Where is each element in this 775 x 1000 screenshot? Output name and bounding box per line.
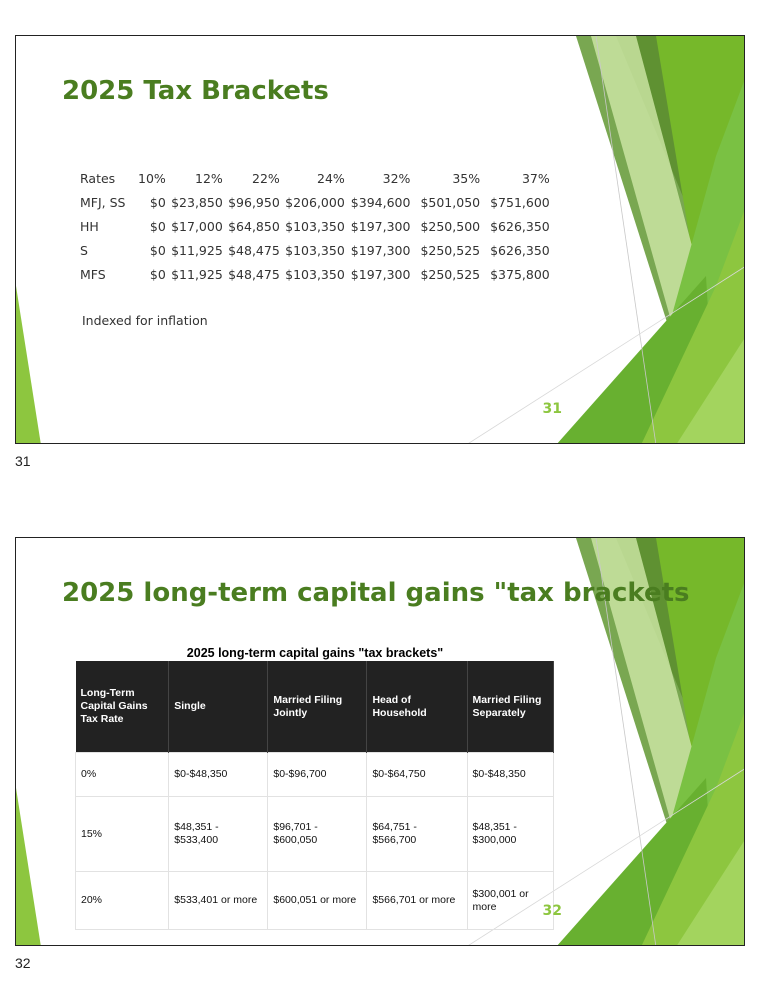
table-cell: 0% [76, 753, 169, 797]
table-cell: $0-$48,350 [467, 753, 553, 797]
table-cell: $197,300 [350, 218, 411, 234]
table-cell: $0-$96,700 [268, 753, 367, 797]
table-cell: $501,050 [420, 194, 481, 210]
table-cell: $0 [149, 218, 166, 234]
column-header: Rates [80, 170, 116, 186]
table-cell: $626,350 [490, 242, 550, 258]
table-cell: MFJ, SS [80, 194, 126, 210]
column-header: 32% [382, 170, 411, 186]
table-cell: $566,701 or more [367, 872, 467, 930]
table-cell: $103,350 [285, 218, 345, 234]
table-cell: S [80, 242, 88, 258]
slide-page-number: 31 [542, 401, 562, 417]
slide-page-number: 32 [542, 903, 562, 919]
table-cell: $375,800 [490, 266, 550, 282]
page-caption-32: 32 [15, 955, 31, 971]
header-row [80, 166, 550, 190]
column-header: Married Filing Separately [467, 661, 553, 753]
table-cell: $0-$48,350 [169, 753, 268, 797]
table-row [76, 872, 554, 930]
table-cell: $17,000 [171, 218, 223, 234]
table-cell: $197,300 [350, 242, 411, 258]
table-cell: $626,350 [490, 218, 550, 234]
table-row [80, 190, 550, 214]
table-cell: $64,751 - $566,700 [367, 797, 467, 872]
table-cell: $103,350 [285, 242, 345, 258]
table-cell: $96,950 [228, 194, 280, 210]
slide-32 [15, 537, 745, 946]
column-header: 22% [252, 170, 280, 186]
table-cell: $103,350 [285, 266, 345, 282]
table-cell: $23,850 [171, 194, 223, 210]
table-cell: $48,475 [228, 242, 280, 258]
table-cell: $197,300 [350, 266, 411, 282]
table-row [76, 797, 554, 872]
slide-title: 2025 Tax Brackets [62, 76, 329, 106]
table-cell: $751,600 [490, 194, 550, 210]
table-heading: 2025 long-term capital gains "tax brackets" [186, 646, 444, 660]
column-header: 35% [452, 170, 481, 186]
table-cell: $0 [149, 266, 166, 282]
slide-title: 2025 long-term capital gains "tax brackets [62, 578, 690, 608]
inflation-note: Indexed for inflation [82, 313, 208, 328]
table-cell: $300,001 or more [467, 872, 553, 930]
table-cell: MFS [80, 266, 106, 282]
table-cell: HH [80, 218, 99, 234]
table-cell: $0 [149, 194, 166, 210]
table-row [80, 262, 550, 286]
table-cell: 15% [76, 797, 169, 872]
table-row [80, 214, 550, 238]
table-cell: $96,701 - $600,050 [268, 797, 367, 872]
column-header: 10% [138, 170, 166, 186]
table-row [76, 753, 554, 797]
table-cell: $0-$64,750 [367, 753, 467, 797]
table-cell: $64,850 [228, 218, 280, 234]
table-cell: $250,525 [420, 242, 481, 258]
table-cell: $0 [149, 242, 166, 258]
column-header: Single [169, 661, 268, 753]
capital-gains-table [75, 661, 554, 930]
table-cell: $250,525 [420, 266, 481, 282]
column-header: 24% [317, 170, 345, 186]
table-cell: 20% [76, 872, 169, 930]
table-cell: $48,475 [228, 266, 280, 282]
column-header: Long-Term Capital Gains Tax Rate [76, 661, 169, 753]
table-row [80, 238, 550, 262]
table-cell: $250,500 [420, 218, 481, 234]
tax-brackets-table [80, 166, 550, 286]
table-cell: $394,600 [350, 194, 411, 210]
table-cell: $11,925 [171, 242, 223, 258]
table-cell: $48,351 - $300,000 [467, 797, 553, 872]
page-caption-31: 31 [15, 453, 31, 469]
column-header: Head of Household [367, 661, 467, 753]
column-header: 12% [195, 170, 223, 186]
table-cell: $48,351 - $533,400 [169, 797, 268, 872]
table-cell: $206,000 [285, 194, 345, 210]
column-header: Married Filing Jointly [268, 661, 367, 753]
slide-31 [15, 35, 745, 444]
table-cell: $600,051 or more [268, 872, 367, 930]
table-cell: $11,925 [171, 266, 223, 282]
table-cell: $533,401 or more [169, 872, 268, 930]
column-header: 37% [521, 170, 550, 186]
